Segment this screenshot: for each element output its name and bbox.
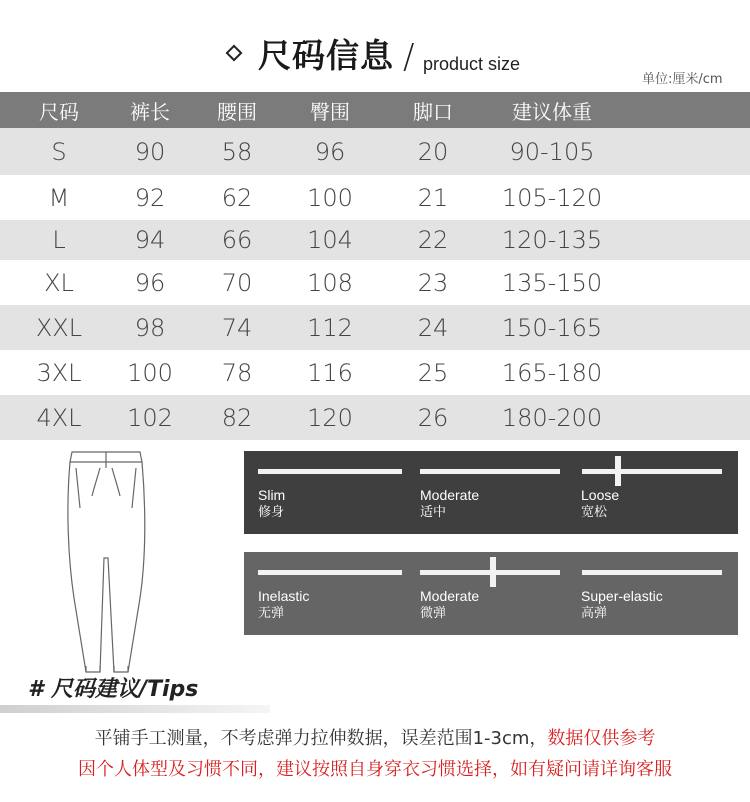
- elastic-option-en: Inelastic: [258, 588, 310, 604]
- tips-note-normal: 平铺手工测量，不考虑弹力拉伸数据，误差范围1-3cm，: [94, 728, 548, 749]
- cell-hip: 104: [307, 226, 353, 254]
- cell-size: L: [52, 226, 66, 254]
- fit-option-en: Slim: [258, 487, 286, 503]
- tips-note-line-1: [0, 726, 750, 752]
- cell-size: XXL: [35, 313, 83, 342]
- cell-size: M: [48, 183, 70, 212]
- cell-waist: 70: [221, 268, 253, 297]
- table-row: [0, 220, 750, 260]
- cell-hip: 120: [307, 403, 353, 432]
- cell-weight: 165-180: [501, 358, 603, 387]
- cell-hem: 22: [417, 226, 449, 254]
- cell-waist: 74: [221, 313, 253, 342]
- cell-hem: 24: [417, 313, 449, 342]
- elastic-selected-marker: [490, 557, 496, 587]
- cell-size: 4XL: [36, 403, 82, 432]
- cell-length: 96: [134, 268, 166, 297]
- elastic-bar-inelastic: [258, 570, 402, 575]
- cell-weight: 150-165: [501, 313, 603, 342]
- cell-weight: 135-150: [501, 268, 603, 297]
- cell-hem: 26: [417, 403, 449, 432]
- header: [0, 0, 750, 92]
- cell-hem: 21: [417, 183, 449, 212]
- cell-weight: 90-105: [509, 137, 595, 166]
- elastic-option-en: Super-elastic: [581, 588, 663, 604]
- title-english: product size: [423, 54, 521, 74]
- table-header-row: [0, 92, 750, 128]
- elastic-bar-super: [582, 570, 722, 575]
- header-length: 裤长: [130, 99, 170, 124]
- pants-outline-icon: [56, 448, 156, 676]
- header-hip: 臀围: [310, 99, 350, 124]
- cell-length: 90: [134, 137, 166, 166]
- cell-hip: 116: [307, 358, 353, 387]
- cell-size: XL: [44, 268, 74, 297]
- table-row: [0, 128, 750, 175]
- diamond-icon: [226, 45, 243, 62]
- header-weight: 建议体重: [512, 99, 592, 124]
- tips-title: # 尺码建议/Tips: [28, 677, 199, 702]
- cell-hem: 20: [417, 137, 449, 166]
- table-row: [0, 305, 750, 350]
- fit-bar-slim: [258, 469, 402, 474]
- header-size: 尺码: [39, 99, 79, 124]
- table-row: [0, 260, 750, 305]
- fit-option-cn: 宽松: [581, 505, 608, 520]
- tips-underline-band: [0, 705, 270, 713]
- cell-length: 100: [127, 358, 173, 387]
- cell-waist: 58: [221, 137, 253, 166]
- cell-length: 92: [134, 183, 166, 212]
- elastic-option-en: Moderate: [420, 588, 480, 604]
- table-row: [0, 350, 750, 395]
- fit-option-en: Moderate: [420, 487, 480, 503]
- cell-hip: 108: [307, 268, 353, 297]
- elastic-option-cn: 微弹: [420, 606, 447, 621]
- cell-waist: 78: [221, 358, 253, 387]
- fit-option-en: Loose: [581, 487, 620, 503]
- table-row: [0, 175, 750, 220]
- cell-length: 102: [127, 403, 173, 432]
- fit-scale-panel: [244, 451, 738, 534]
- cell-length: 94: [134, 226, 166, 254]
- cell-waist: 82: [221, 403, 253, 432]
- elastic-scale-panel: [244, 552, 738, 635]
- cell-size: S: [51, 137, 67, 166]
- cell-hip: 100: [307, 183, 353, 212]
- fit-selected-marker: [615, 456, 621, 486]
- cell-waist: 66: [221, 226, 253, 254]
- cell-hip: 112: [307, 313, 353, 342]
- cell-hem: 25: [417, 358, 449, 387]
- cell-weight: 120-135: [501, 226, 603, 254]
- table-row: [0, 395, 750, 440]
- title-slash: /: [403, 37, 415, 77]
- tips-note-red: 数据仅供参考: [547, 728, 656, 749]
- fit-option-cn: 修身: [258, 505, 285, 520]
- cell-hem: 23: [417, 268, 449, 297]
- fit-option-cn: 适中: [420, 505, 447, 520]
- elastic-option-cn: 无弹: [258, 606, 285, 621]
- header-waist: 腰围: [217, 99, 257, 124]
- cell-waist: 62: [221, 183, 253, 212]
- elastic-option-cn: 高弹: [581, 606, 608, 621]
- header-hem: 脚口: [413, 99, 453, 124]
- fit-bar-moderate: [420, 469, 560, 474]
- size-table: [0, 92, 750, 440]
- unit-label: 单位:厘米/cm: [642, 72, 723, 87]
- tips-note-line-2: 因个人体型及习惯不同，建议按照自身穿衣习惯选择，如有疑问请详询客服: [78, 759, 672, 780]
- title-chinese: 尺码信息: [258, 36, 394, 75]
- fit-bar-loose: [582, 469, 722, 474]
- cell-weight: 105-120: [501, 183, 603, 212]
- cell-length: 98: [134, 313, 166, 342]
- cell-weight: 180-200: [501, 403, 603, 432]
- cell-size: 3XL: [36, 358, 82, 387]
- cell-hip: 96: [314, 137, 346, 166]
